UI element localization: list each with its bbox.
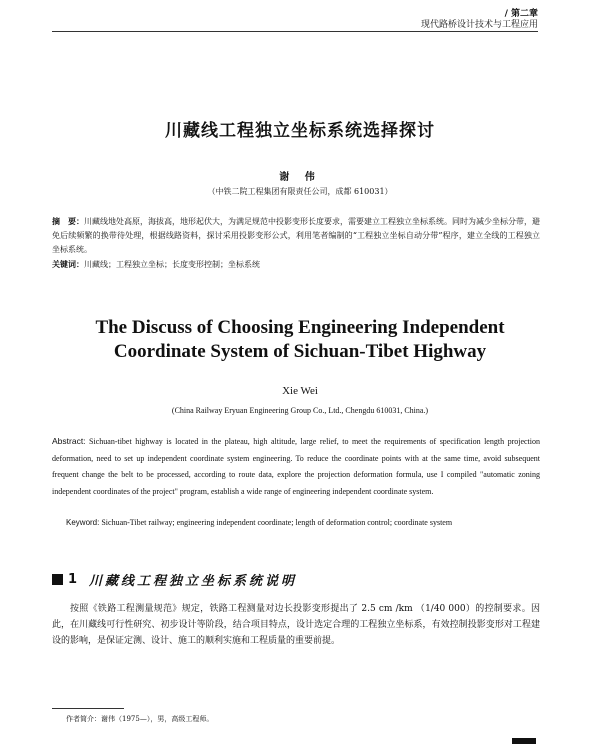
running-header-chapter: / 第二章 (504, 9, 538, 19)
footnote: 作者简介：谢伟（1975—），男，高级工程师。 (66, 715, 214, 723)
english-title-line1: The Discuss of Choosing Engineering Independent (95, 317, 505, 338)
section-paragraph: 按照《铁路工程测量规范》规定，铁路工程测量对边长投影变形提出了 2.5 cm /km （1/40 000）的控制要求。因此，在川藏线可行性研究、初步设计等阶段，结合项目特点，设计选定合理的工程独立坐标系，有效控制投影变形对工程建设的影响，是保证定测、设计、施工的顺利实施和工程质量的重要前提。 (52, 604, 540, 646)
chinese-keywords-label: 关键词： (52, 259, 84, 269)
section-square-icon (52, 574, 63, 585)
chinese-affiliation: （中铁二院工程集团有限责任公司，成都 610031） (207, 187, 393, 196)
english-abstract-label: Abstract: (52, 436, 86, 446)
chinese-abstract-label: 摘 要： (52, 216, 84, 226)
english-title (0, 316, 600, 364)
english-affiliation: (China Railway Eryuan Engineering Group Co., Ltd., Chengdu 610031, China.) (171, 406, 429, 415)
chinese-abstract (52, 214, 540, 257)
section-title: 川藏线工程独立坐标系统说明 (89, 574, 298, 589)
english-abstract-text: Sichuan-tibet highway is located in the plateau, high altitude, large relief, to meet the requirements of specification length projection deformation, need to set up independent coordinate system engineering. To reduce the coordinate points with at the same time, avoid subsequent frequent change the belt to be processed, according to route data, explore the projection deformation formula, use I compiled "automatic zoning independent coordinates of the project" program, establish a wide range of engineering independent coordinate system. (52, 437, 540, 496)
chinese-title: 川藏线工程独立坐标系统选择探讨 (165, 121, 435, 141)
chinese-keywords-text: 川藏线；工程独立坐标；长度变形控制；坐标系统 (84, 260, 260, 269)
chinese-abstract-text: 川藏线地处高原，海拔高，地形起伏大，为满足规范中投影变形长度要求，需要建立工程独立坐标系统。同时为减少坐标分带，避免后续频繁的换带待处理，根据线路资料，探讨采用投影变形公式，利用笔者编制的“工程独立坐标自动分带”程序，建立全线的工程独立坐标系统。 (52, 217, 540, 254)
english-keywords-label: Keyword: (66, 518, 100, 527)
footnote-rule (52, 708, 124, 709)
running-header-book: 现代路桥设计技术与工程应用 (420, 20, 538, 30)
section-number: 1 (68, 572, 78, 587)
english-keywords (66, 518, 540, 527)
chinese-keywords (52, 259, 540, 270)
page-corner-mark (512, 738, 536, 744)
english-title-line2: Coordinate System of Sichuan-Tibet Highway (113, 341, 487, 362)
header-rule (52, 31, 538, 32)
chinese-author: 谢 伟 (279, 172, 321, 183)
english-keywords-text: Sichuan-Tibet railway; engineering independent coordinate; length of deformation control; coordinate system (99, 518, 453, 527)
section-heading (52, 570, 297, 589)
english-abstract (52, 433, 540, 500)
english-author: Xie Wei (282, 385, 318, 397)
